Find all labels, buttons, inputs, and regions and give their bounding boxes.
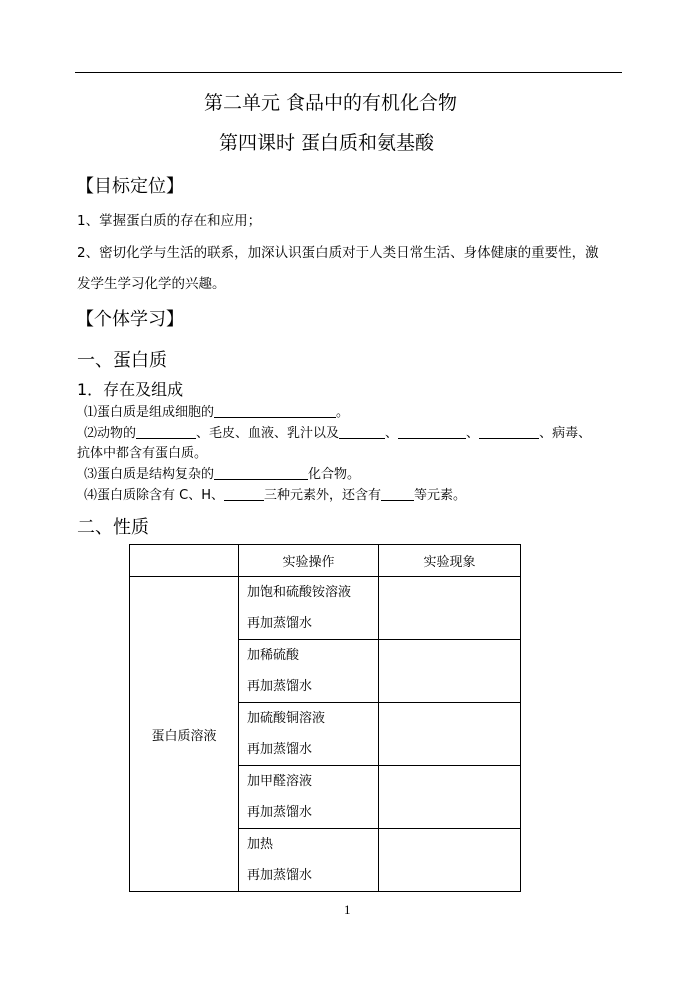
question-2 <box>84 422 591 441</box>
operation-cell <box>239 703 379 766</box>
question-3-text: ⑶蛋白质是结构复杂的 <box>84 467 215 482</box>
operation-step: 再加蒸馏水 <box>247 805 313 820</box>
objective-item-2-line-1: 2、密切化学与生活的联系，加深认识蛋白质对于人类日常生活、身体健康的重要性，激 <box>77 245 599 261</box>
question-2-text-e: 、病毒、 <box>539 426 592 441</box>
answer-blank <box>224 487 264 501</box>
lesson-title: 第四课时 蛋白质和氨基酸 <box>219 132 435 154</box>
page-number: 1 <box>344 902 351 917</box>
header-phenomenon: 实验现象 <box>379 545 521 577</box>
operation-cell <box>239 640 379 703</box>
question-4-text-c: 等元素。 <box>414 488 467 503</box>
operation-step: 再加蒸馏水 <box>247 742 313 757</box>
answer-blank <box>381 487 414 501</box>
header-rule <box>75 72 622 73</box>
objective-item-1: 1、掌握蛋白质的存在和应用； <box>77 213 262 229</box>
question-1 <box>84 401 349 420</box>
operation-step: 再加蒸馏水 <box>247 679 313 694</box>
table-header-row <box>130 545 521 577</box>
section-2-heading: 二、性质 <box>77 517 149 538</box>
phenomenon-cell[interactable] <box>379 640 521 703</box>
phenomenon-cell[interactable] <box>379 829 521 892</box>
question-1-end: 。 <box>336 405 350 420</box>
question-2-line-2: 抗体中都含有蛋白质。 <box>77 446 208 461</box>
operation-cell <box>239 577 379 640</box>
question-1-text: ⑴蛋白质是组成细胞的 <box>84 405 215 420</box>
answer-blank <box>479 425 539 439</box>
phenomenon-cell[interactable] <box>379 766 521 829</box>
question-3 <box>84 463 360 482</box>
question-4-text-b: 三种元素外，还含有 <box>264 488 382 503</box>
answer-blank <box>398 425 466 439</box>
section-1-heading: 一、蛋白质 <box>77 350 167 371</box>
individual-study-heading: 【个体学习】 <box>76 309 184 330</box>
experiment-table <box>129 544 521 892</box>
header-blank-cell <box>130 545 239 577</box>
operation-step: 再加蒸馏水 <box>247 616 313 631</box>
answer-blank <box>136 425 196 439</box>
answer-blank <box>214 404 336 418</box>
objective-item-2-line-2: 发学生学习化学的兴趣。 <box>77 276 226 292</box>
operation-step: 加热 <box>247 837 274 852</box>
operation-step: 再加蒸馏水 <box>247 868 313 883</box>
objectives-heading: 【目标定位】 <box>76 176 184 197</box>
operation-cell <box>239 766 379 829</box>
answer-blank <box>214 466 308 480</box>
phenomenon-cell[interactable] <box>379 703 521 766</box>
phenomenon-cell[interactable] <box>379 577 521 640</box>
operation-step: 加稀硫酸 <box>247 648 300 663</box>
question-2-sep: 、 <box>385 426 399 441</box>
question-4-text: ⑷蛋白质除含有 C、H、 <box>84 488 224 503</box>
question-2-text: ⑵动物的 <box>84 426 137 441</box>
table-row <box>130 577 521 640</box>
section-1-subheading: 1．存在及组成 <box>77 380 184 399</box>
question-2-text-b: 、毛皮、血液、乳汁以及 <box>196 426 340 441</box>
header-operation: 实验操作 <box>239 545 379 577</box>
question-2-sep: 、 <box>466 426 480 441</box>
document-title: 第二单元 食品中的有机化合物 <box>204 92 458 114</box>
question-4 <box>84 484 466 503</box>
question-3-end: 化合物。 <box>308 467 361 482</box>
operation-step: 加饱和硫酸铵溶液 <box>247 585 352 600</box>
subject-cell: 蛋白质溶液 <box>130 577 239 892</box>
answer-blank <box>339 425 385 439</box>
operation-step: 加硫酸铜溶液 <box>247 711 326 726</box>
operation-step: 加甲醛溶液 <box>247 774 313 789</box>
operation-cell <box>239 829 379 892</box>
